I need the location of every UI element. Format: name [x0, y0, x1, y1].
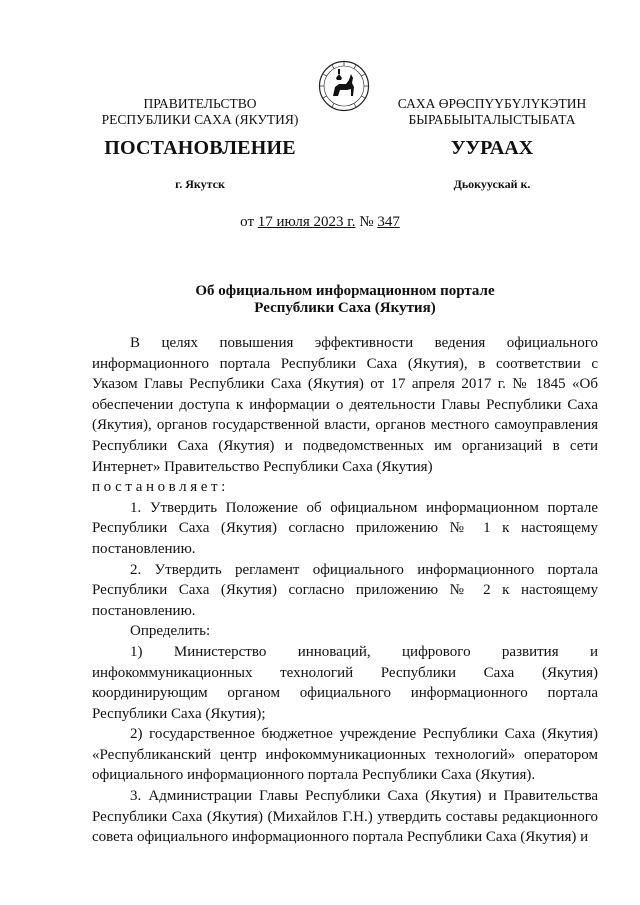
decree-word-paragraph — [92, 477, 598, 498]
document-title — [92, 283, 598, 317]
date-and-number — [0, 214, 640, 231]
clause-determine: Определить: — [130, 623, 211, 640]
decree-number: 347 — [377, 214, 400, 230]
issuer-line: РЕСПУБЛИКИ САХА (ЯКУТИЯ) — [101, 112, 299, 127]
issuer-header-russian — [85, 96, 315, 128]
issuer-line: ПРАВИТЕЛЬСТВО — [143, 96, 257, 111]
issuer-line: САХА ӨРӨСПҮҮБҮЛҮКЭТИН — [397, 96, 587, 111]
number-sign: № — [359, 214, 374, 230]
issuer-line: БЫРАБЫЫТАЛЫСТЫБАТА — [408, 112, 576, 127]
issuer-header-yakut — [372, 96, 612, 128]
document-type-russian: ПОСТАНОВЛЕНИЕ — [104, 137, 296, 159]
city-russian: г. Якутск — [175, 177, 225, 191]
date-prefix: от — [240, 214, 255, 230]
subclause-1: 1) Министерство инноваций, цифрового развития и инфокоммуникационных технологий Республики Саха (Якутия) координирующим органом официального информационного портала Республики Саха (Якутия); — [92, 643, 598, 722]
decree-word: постановляет: — [92, 479, 229, 496]
sakha-coat-of-arms-icon — [318, 60, 370, 112]
clause-1: 1. Утвердить Положение об официальном информационном портале Республики Саха (Якутия) согласно приложению № 1 к настоящему постановлению. — [92, 499, 598, 557]
document-title-line: Республики Саха (Якутия) — [254, 300, 436, 316]
clause-3: 3. Администрации Главы Республики Саха (Якутия) и Правительства Республики Саха (Якутия) (Михайлов Г.Н.) утвердить составы редакционного совета официального информационного портала Республики Саха (Якутия) и — [92, 788, 598, 846]
decree-date: 17 июля 2023 г. — [257, 214, 356, 230]
preamble-paragraph: В целях повышения эффективности ведения официального информационного портала Республики Саха (Якутия), в соответствии с Указом Главы Республики Саха (Якутия) от 17 апреля 2017 г. № 1845 «Об обеспечении доступа к информации о деятельности Главы Республики Саха (Якутия), органов государственной власти, органов местного самоуправления Республики Саха (Якутия) и подведомственных им организаций в сети Интернет» Правительство Республики Саха (Якутия) — [92, 335, 598, 475]
document-title-line: Об официальном информационном портале — [195, 283, 495, 299]
clause-2: 2. Утвердить регламент официального информационного портала Республики Саха (Якутия) согласно приложению № 2 к настоящему постановлению. — [92, 561, 598, 619]
document-body — [92, 333, 598, 848]
document-type-yakut: УУРААХ — [450, 137, 534, 159]
city-yakut: Дьокуускай к. — [453, 177, 531, 191]
subclause-2: 2) государственное бюджетное учреждение Республики Саха (Якутия) «Республиканский центр инфокоммуникационных технологий» оператором официального информационного портала Республики Саха (Якутия). — [92, 726, 598, 784]
